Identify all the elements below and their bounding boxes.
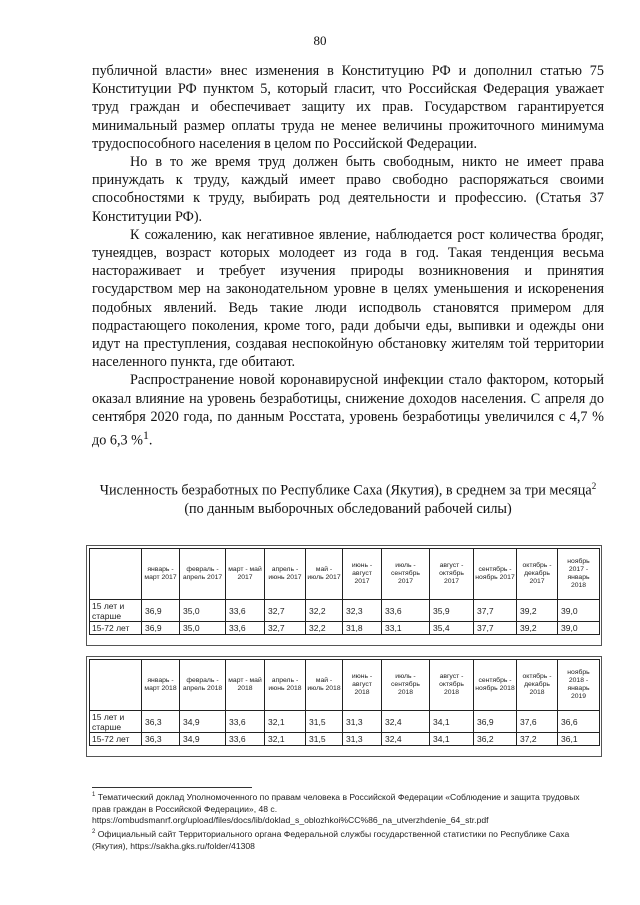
table-cell: 36,6 — [558, 711, 600, 733]
table-cell: 32,1 — [265, 733, 306, 746]
table-cell: 33,6 — [226, 600, 265, 622]
paragraph-1: публичной власти» внес изменения в Конституцию РФ и дополнил статью 75 Конституции РФ пунктом 5, который гласит, что Российская Федерация уважает труд граждан и обеспечивает защиту их прав. Государством гарантируется минимальный размер оплаты труда не менее величины прожиточного минимума трудоспособного населения в целом по Российской Федерации. — [92, 63, 604, 152]
table-cell: 36,2 — [474, 733, 517, 746]
table-cell: 34,1 — [430, 711, 474, 733]
table-cell: 31,5 — [306, 733, 343, 746]
table-cell: 39,2 — [517, 622, 558, 635]
paragraph-4-text: Распространение новой коронавирусной инфекции стало фактором, который оказал влияние на уровень безработицы, снижение доходов населения. С апреля до сентября 2020 года, по данным Росстата, уровень безработицы увеличился с 4,7 % до 6,3 % — [92, 372, 604, 449]
column-header: январь - март 2017 — [142, 549, 180, 600]
table-cell: 36,1 — [558, 733, 600, 746]
table-cell: 32,4 — [382, 733, 430, 746]
table-caption — [92, 477, 604, 518]
column-header: июнь - август 2017 — [343, 549, 382, 600]
table-cell: 37,7 — [474, 600, 517, 622]
footnote-mark: 2 — [92, 829, 96, 836]
table-cell: 33,6 — [226, 622, 265, 635]
table-header-row — [90, 549, 600, 600]
header-empty — [90, 660, 142, 711]
column-header: сентябрь - ноябрь 2017 — [474, 549, 517, 600]
column-header: февраль - апрель 2018 — [180, 660, 226, 711]
table-cell: 32,2 — [306, 622, 343, 635]
table-cell: 39,0 — [558, 600, 600, 622]
table-row — [90, 622, 600, 635]
body-text — [92, 62, 604, 450]
table-cell: 31,5 — [306, 711, 343, 733]
header-empty — [90, 549, 142, 600]
table-cell: 35,9 — [430, 600, 474, 622]
footnotes — [92, 790, 592, 853]
table-cell: 35,4 — [430, 622, 474, 635]
table-cell: 35,0 — [180, 600, 226, 622]
table-cell: 36,9 — [474, 711, 517, 733]
table-cell: 31,8 — [343, 622, 382, 635]
column-header: январь - март 2018 — [142, 660, 180, 711]
column-header: март - май 2018 — [226, 660, 265, 711]
column-header: июль - сентябрь 2017 — [382, 549, 430, 600]
footnote-ref-1[interactable]: 1 — [142, 428, 149, 443]
footnote-ref-2[interactable]: 2 — [591, 481, 597, 491]
table-cell: 35,0 — [180, 622, 226, 635]
footnote-text: Тематический доклад Уполномоченного по правам человека в Российской Федерации «Соблюдение и защита трудовых прав граждан в Российской Федерации», 48 с. https://ombudsmanrf.org/upload/files/docs/lib/doklad_s_oblozhkoi%CC%86_na_utverzhdenie_64_str.pdf — [92, 791, 580, 826]
table-row — [90, 600, 600, 622]
row-label: 15-72 лет — [90, 733, 142, 746]
table-cell: 32,1 — [265, 711, 306, 733]
table-cell: 32,3 — [343, 600, 382, 622]
footnote-text: Официальный сайт Территориального органа Федеральной службы государственной статистики по Республике Саха (Якутия), https://sakha.gks.ru/folder/41308 — [92, 829, 570, 851]
column-header: июнь - август 2018 — [343, 660, 382, 711]
table-cell: 31,3 — [343, 711, 382, 733]
column-header: март - май 2017 — [226, 549, 265, 600]
footnote-separator — [92, 787, 252, 788]
table-cell: 31,3 — [343, 733, 382, 746]
table-cell: 32,7 — [265, 600, 306, 622]
column-header: август - октябрь 2018 — [430, 660, 474, 711]
paragraph-2: Но в то же время труд должен быть свободным, никто не имеет права принуждать к труду, каждый имеет право свободно распоряжаться своими способностями к труду, выбирать род деятельности и профессию. (Статья 37 Конституции РФ). — [92, 154, 604, 225]
table-cell: 33,6 — [226, 711, 265, 733]
table-cell: 32,4 — [382, 711, 430, 733]
column-header: ноябрь 2017 - январь 2018 — [558, 549, 600, 600]
table-cell: 34,9 — [180, 733, 226, 746]
paragraph-4: Распространение новой коронавирусной инфекции стало фактором, который оказал влияние на уровень безработицы, снижение доходов населения. С апреля до сентября 2020 года, по данным Росстата, уровень безработицы увеличился с 4,7 % до 6,3 %$^1$. — [92, 372, 604, 449]
row-label: 15 лет и старше — [90, 711, 142, 733]
column-header: май - июль 2017 — [306, 549, 343, 600]
column-header: апрель - июнь 2018 — [265, 660, 306, 711]
column-header: апрель - июнь 2017 — [265, 549, 306, 600]
unemployment-table-2017 — [89, 548, 600, 635]
column-header: октябрь - декабрь 2017 — [517, 549, 558, 600]
table-cell: 32,7 — [265, 622, 306, 635]
column-header: август - октябрь 2017 — [430, 549, 474, 600]
column-header: ноябрь 2018 - январь 2019 — [558, 660, 600, 711]
table-cell: 33,1 — [382, 622, 430, 635]
table-cell: 33,6 — [226, 733, 265, 746]
table-cell: 36,3 — [142, 733, 180, 746]
table-cell: 37,7 — [474, 622, 517, 635]
table-cell: 34,1 — [430, 733, 474, 746]
table-cell: 36,9 — [142, 622, 180, 635]
column-header: май - июль 2018 — [306, 660, 343, 711]
row-label: 15-72 лет — [90, 622, 142, 635]
table-cell: 33,6 — [382, 600, 430, 622]
column-header: сентябрь - ноябрь 2018 — [474, 660, 517, 711]
footnote-1 — [92, 790, 592, 827]
table-cell: 36,3 — [142, 711, 180, 733]
caption-title: Численность безработных по Республике Саха (Якутия), в среднем за три месяца — [99, 482, 592, 499]
table-cell: 39,0 — [558, 622, 600, 635]
table-cell: 34,9 — [180, 711, 226, 733]
table-row — [90, 711, 600, 733]
caption-subtitle: (по данным выборочных обследований рабочей силы) — [184, 500, 512, 517]
column-header: февраль - апрель 2017 — [180, 549, 226, 600]
column-header: октябрь - декабрь 2018 — [517, 660, 558, 711]
paragraph-3: К сожалению, как негативное явление, наблюдается рост количества бродяг, тунеядцев, возраст которых молодеет из года в год. Такая тенденция весьма настораживает и требует изучения природы возникновения и принятия государством мер на законодательном уровне в целях уменьшения и искоренения подобных явлений. Ведь такие люди исподволь становятся примером для подрастающего поколения, кроме того, ради добычи еды, выпивки и одежды они идут на преступления, создавая неспокойную обстановку жителям той территории населенного пункта, где обитают. — [92, 226, 604, 371]
table-header-row — [90, 660, 600, 711]
table-cell: 32,2 — [306, 600, 343, 622]
table-row — [90, 733, 600, 746]
table-cell: 37,6 — [517, 711, 558, 733]
unemployment-table-2018 — [89, 659, 600, 746]
table-cell: 37,2 — [517, 733, 558, 746]
table-cell: 36,9 — [142, 600, 180, 622]
table-cell: 39,2 — [517, 600, 558, 622]
row-label: 15 лет и старше — [90, 600, 142, 622]
footnote-mark: 1 — [92, 792, 96, 798]
column-header: июль - сентябрь 2018 — [382, 660, 430, 711]
page-number: 80 — [313, 33, 327, 48]
footnote-2 — [92, 827, 592, 852]
